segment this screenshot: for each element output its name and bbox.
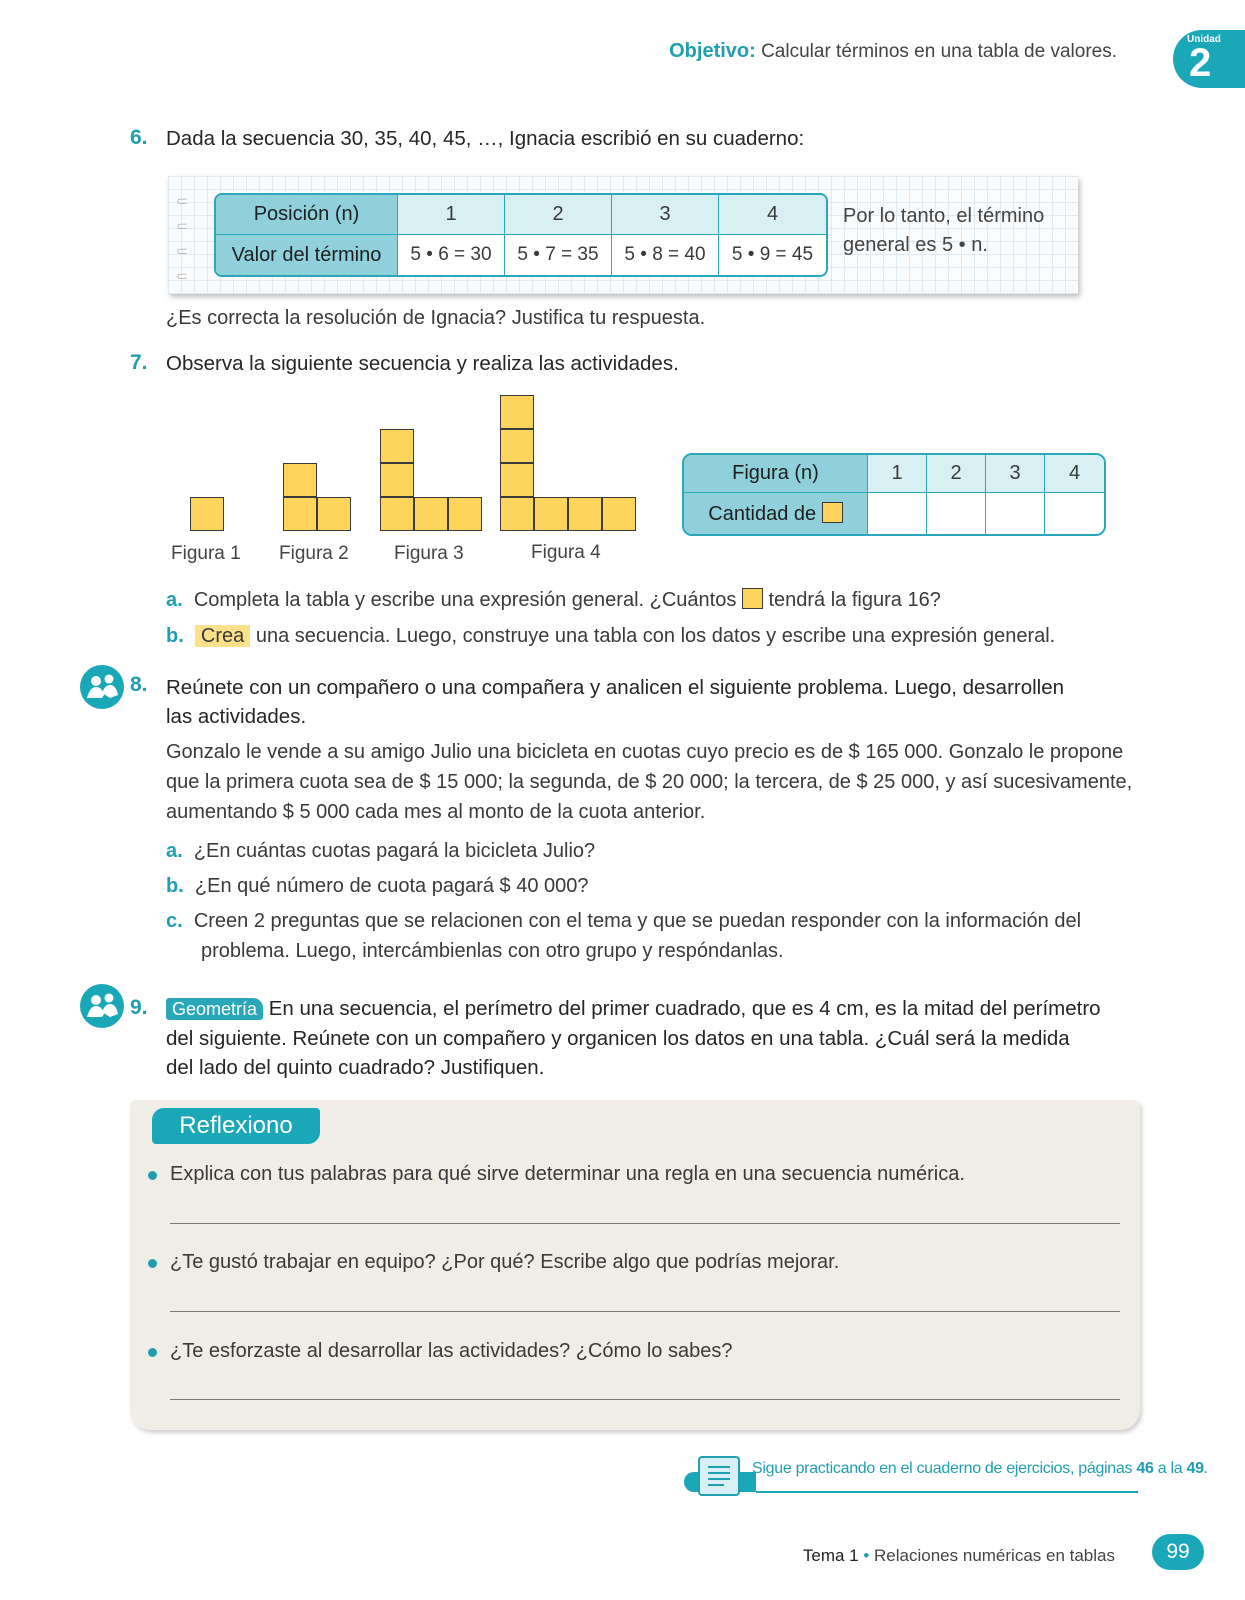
q8-problem-line3: aumentando $ 5 000 cada mes al monto de la cuota anterior. — [166, 801, 706, 823]
q7-column-header: 3 — [986, 455, 1045, 493]
figure4-square — [568, 497, 602, 531]
cuaderno-text-3: . — [1203, 1460, 1208, 1477]
reflex-item: Explica con tus palabras para qué sirve determinar una regla en una secuencia numérica. — [170, 1163, 965, 1185]
bullet-icon — [148, 1171, 157, 1180]
q6-value-cell: 5 • 8 = 40 — [612, 235, 719, 275]
q9-number: 9. — [130, 996, 148, 1019]
q8-problem — [166, 737, 1141, 827]
figure-label: Figura 4 — [531, 542, 601, 563]
figure3-square — [380, 497, 414, 531]
reflexiono-title: Reflexiono — [152, 1108, 320, 1144]
q6-number: 6. — [130, 126, 148, 149]
q6-conclusion — [843, 202, 1044, 260]
cuaderno-page-to: 49 — [1186, 1460, 1204, 1477]
figure3-square — [414, 497, 448, 531]
q8-a-text: ¿En cuántas cuotas pagará la bicicleta Julio? — [193, 840, 596, 862]
footer-tema: Tema 1 — [802, 1546, 859, 1565]
q9-line2: del siguiente. Reúnete con un compañero y organicen los datos en una tabla. ¿Cuál será la medida — [166, 1027, 1070, 1050]
q6-row2-header: Valor del término — [216, 235, 398, 275]
unit-number: 2 — [1189, 41, 1212, 85]
q8-c-letter: c. — [166, 910, 183, 932]
q6-question: ¿Es correcta la resolución de Ignacia? Justifica tu respuesta. — [166, 307, 706, 329]
q8-c — [166, 906, 1081, 936]
q7-row2-header — [684, 493, 868, 534]
q6-prompt: Dada la secuencia 30, 35, 40, 45, …, Ignacia escribió en su cuaderno: — [166, 127, 805, 150]
figure1-square — [190, 497, 224, 531]
q7-row1-header: Figura (n) — [684, 455, 868, 493]
q8-prompt-line2: las actividades. — [166, 705, 307, 728]
q6-value-cell: 5 • 7 = 35 — [505, 235, 612, 275]
geometria-tag: Geometría — [166, 998, 263, 1020]
objective — [669, 40, 1117, 63]
pair-work-icon — [80, 665, 124, 709]
figure3-square — [380, 463, 414, 497]
q6-row1-header: Posición (n) — [216, 195, 398, 235]
q7-a-letter: a. — [166, 589, 183, 611]
footer-topic-text: Relaciones numéricas en tablas — [874, 1546, 1115, 1565]
q6-value-cell: 5 • 6 = 30 — [398, 235, 505, 275]
q7-a — [166, 585, 941, 615]
q7-table — [682, 453, 1106, 536]
q7-empty-cell[interactable] — [927, 493, 986, 534]
figure4-square — [602, 497, 636, 531]
q9-text — [166, 994, 1101, 1082]
q8-prompt-line1: Reúnete con un compañero o una compañera y analicen el siguiente problema. Luego, desarrollen — [166, 676, 1065, 699]
reflex-item: ¿Te gustó trabajar en equipo? ¿Por qué? Escribe algo que podrías mejorar. — [170, 1251, 840, 1273]
q7-b-text: una secuencia. Luego, construye una tabla con los datos y escribe una expresión general. — [255, 625, 1056, 647]
answer-line[interactable] — [170, 1399, 1120, 1400]
q7-prompt: Observa la siguiente secuencia y realiza las actividades. — [166, 352, 679, 375]
answer-line[interactable] — [170, 1311, 1120, 1312]
figure4-square — [500, 429, 534, 463]
figure-label: Figura 3 — [394, 543, 464, 564]
q8-b-text: ¿En qué número de cuota pagará $ 40 000? — [194, 875, 589, 897]
q6-conclusion-line2: general es 5 • n. — [843, 234, 988, 256]
notebook-icon — [698, 1456, 740, 1496]
footer-separator: • — [863, 1546, 870, 1565]
q7-a-text-2: tendrá la figura 16? — [768, 589, 941, 611]
spiral-icon: ⸦ — [174, 194, 191, 211]
figure3-square — [448, 497, 482, 531]
figure2-square — [317, 497, 351, 531]
q7-column-header: 1 — [868, 455, 927, 493]
q6-position-cell: 1 — [398, 195, 505, 235]
cuaderno-text-2: a la — [1157, 1460, 1183, 1477]
figure4-square — [500, 463, 534, 497]
q8-number: 8. — [130, 673, 148, 696]
cuaderno-text-1: Sigue practicando en el cuaderno de ejercicios, páginas — [752, 1460, 1133, 1477]
crea-highlight: Crea — [195, 625, 250, 647]
spiral-icon: ⸦ — [174, 269, 191, 286]
q6-table — [214, 193, 828, 277]
objective-label: Objetivo: — [669, 40, 756, 62]
people-icon — [80, 984, 124, 1028]
q8-a-letter: a. — [166, 840, 183, 862]
square-icon — [822, 502, 843, 523]
spiral-icon: ⸦ — [174, 244, 191, 261]
q6-conclusion-line1: Por lo tanto, el término — [843, 205, 1045, 227]
q7-column-header: 2 — [927, 455, 986, 493]
q8-b — [166, 871, 589, 901]
footer-topic — [803, 1546, 1115, 1566]
q9-line3: del lado del quinto cuadrado? Justifiquen. — [166, 1056, 545, 1079]
answer-line[interactable] — [170, 1223, 1120, 1224]
q8-c-text-line2: problema. Luego, intercámbienlas con otro grupo y respóndanlas. — [201, 940, 784, 962]
unit-tab — [1173, 30, 1245, 88]
figure-label: Figura 1 — [171, 543, 241, 564]
people-icon — [80, 665, 124, 709]
figure4-square — [534, 497, 568, 531]
q6-value-cell: 5 • 9 = 45 — [731, 244, 814, 265]
objective-text: Calcular términos en una tabla de valores. — [761, 41, 1117, 62]
figure4-square — [500, 497, 534, 531]
bullet-icon — [148, 1348, 157, 1357]
q7-a-text-1: Completa la tabla y escribe una expresión general. ¿Cuántos — [193, 589, 737, 611]
square-icon — [742, 588, 763, 609]
page-number: 99 — [1152, 1534, 1204, 1570]
q6-position-cell: 3 — [612, 195, 719, 235]
q8-problem-line1: Gonzalo le vende a su amigo Julio una bicicleta en cuotas cuyo precio es de $ 165 000. Gonzalo le propone — [166, 741, 1124, 763]
q7-empty-cell[interactable] — [986, 493, 1045, 534]
figure3-square — [380, 429, 414, 463]
q7-b-letter: b. — [166, 625, 184, 647]
q7-empty-cell[interactable] — [868, 493, 927, 534]
q7-number: 7. — [130, 351, 148, 374]
figure2-square — [283, 463, 317, 497]
figure-label: Figura 2 — [279, 543, 349, 564]
figure4-square — [500, 395, 534, 429]
q8-a — [166, 836, 595, 866]
q7-row2-header-text: Cantidad de — [708, 502, 817, 525]
cuaderno-underline — [756, 1491, 1138, 1493]
q8-prompt — [166, 673, 1064, 731]
q6-position-cell: 2 — [505, 195, 612, 235]
unit-label: Unidad — [1187, 34, 1221, 45]
q7-empty-cell[interactable] — [1045, 493, 1104, 534]
q8-b-letter: b. — [166, 875, 184, 897]
reflex-item: ¿Te esforzaste al desarrollar las actividades? ¿Cómo lo sabes? — [170, 1340, 733, 1362]
notebook-lines-icon — [700, 1458, 738, 1494]
cuaderno-page-from: 46 — [1136, 1460, 1154, 1477]
spiral-icon: ⸦ — [174, 219, 191, 236]
pair-work-icon — [80, 984, 124, 1028]
q7-column-header: 4 — [1045, 455, 1104, 493]
bullet-icon — [148, 1259, 157, 1268]
q9-line1: En una secuencia, el perímetro del primer cuadrado, que es 4 cm, es la mitad del perímetro — [268, 997, 1101, 1020]
q6-position-cell: 4 — [719, 195, 826, 235]
q7-b — [166, 621, 1055, 651]
cuaderno-reference — [752, 1460, 1208, 1478]
q8-problem-line2: que la primera cuota sea de $ 15 000; la segunda, de $ 20 000; la tercera, de $ 25 000, y así sucesivamente, — [166, 771, 1133, 793]
figure2-square — [283, 497, 317, 531]
q8-c-text-line1: Creen 2 preguntas que se relacionen con el tema y que se puedan responder con la información del — [193, 910, 1082, 932]
